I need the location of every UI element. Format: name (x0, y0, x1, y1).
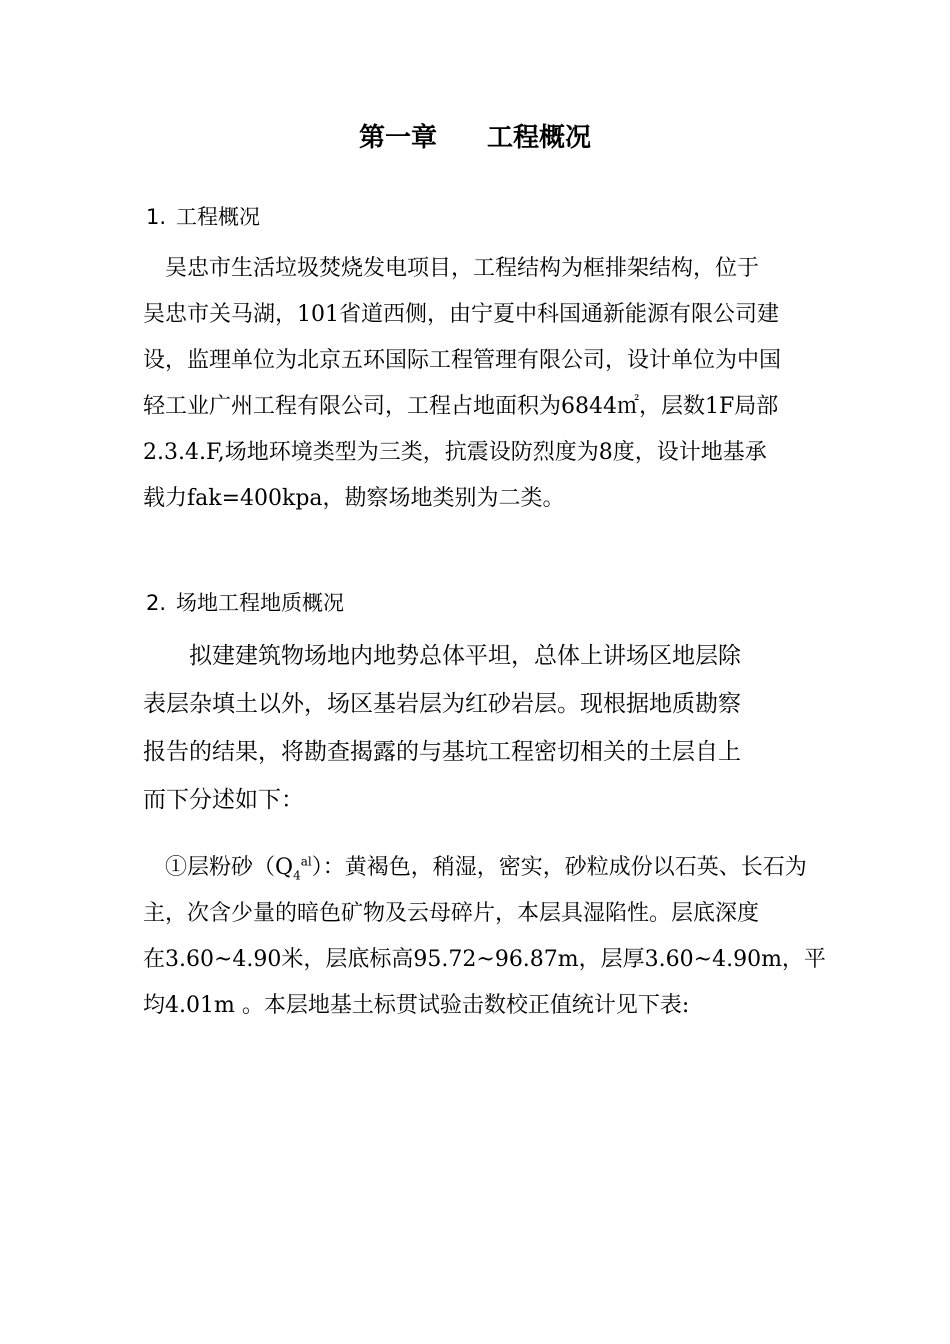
layer1-paragraph (143, 845, 826, 1029)
section-title: 场地工程地质概况 (176, 591, 345, 615)
paragraph-line: 主，次含少量的暗色矿物及云母碎片，本层具湿陷性。层底深度 (143, 901, 760, 926)
section-number: 1. (146, 205, 167, 229)
section2-paragraph (143, 632, 815, 824)
section-heading-1 (146, 201, 260, 233)
paragraph-line: 吴忠市关马湖，101省道西侧，由宁夏中科国通新能源有限公司建 (143, 302, 779, 327)
paragraph-line: 设，监理单位为北京五环国际工程管理有限公司，设计单位为中国 (143, 348, 782, 373)
paragraph-line: 吴忠市生活垃圾焚烧发电项目，工程结构为框排架结构，位于 (143, 256, 760, 281)
section-title: 工程概况 (176, 205, 261, 229)
paragraph-line: 在3.60~4.90米，层底标高95.72~96.87m，层厚3.60~4.90m，平 (143, 947, 826, 972)
paragraph-line: 均4.01m 。本层地基土标贯试验击数校正值统计见下表: (143, 993, 690, 1018)
formula-superscript: al (300, 854, 312, 869)
formula-subscript: 4 (293, 868, 301, 883)
paragraph-line: 表层杂填土以外，场区基岩层为红砂岩层。现根据地质勘察 (143, 691, 741, 717)
chapter-title (0, 118, 950, 158)
paragraph-line: 2.3.4.F,场地环境类型为三类，抗震设防烈度为8度，设计地基承 (143, 440, 767, 465)
paragraph-line: 轻工业广州工程有限公司，工程占地面积为6844㎡，层数1F局部 (143, 394, 779, 419)
section1-paragraph (143, 246, 815, 522)
chapter-name: 工程概况 (487, 123, 592, 153)
section-number: 2. (146, 591, 167, 615)
paragraph-line: 而下分述如下： (143, 787, 304, 813)
chapter-label: 第一章 (358, 123, 437, 153)
paragraph-line: 报告的结果，将勘查揭露的与基坑工程密切相关的土层自上 (143, 739, 741, 765)
layer-prefix: ①层粉砂（Q (165, 855, 294, 880)
section-heading-2 (146, 587, 344, 619)
paragraph-line: 拟建建筑物场地内地势总体平坦，总体上讲场区地层除 (143, 643, 741, 669)
layer-suffix: ）：黄褐色，稍湿，密实，砂粒成份以石英、长石为 (311, 855, 807, 880)
paragraph-line: 载力fak=400kpa，勘察场地类别为二类。 (143, 486, 565, 511)
paragraph-line (143, 845, 815, 891)
